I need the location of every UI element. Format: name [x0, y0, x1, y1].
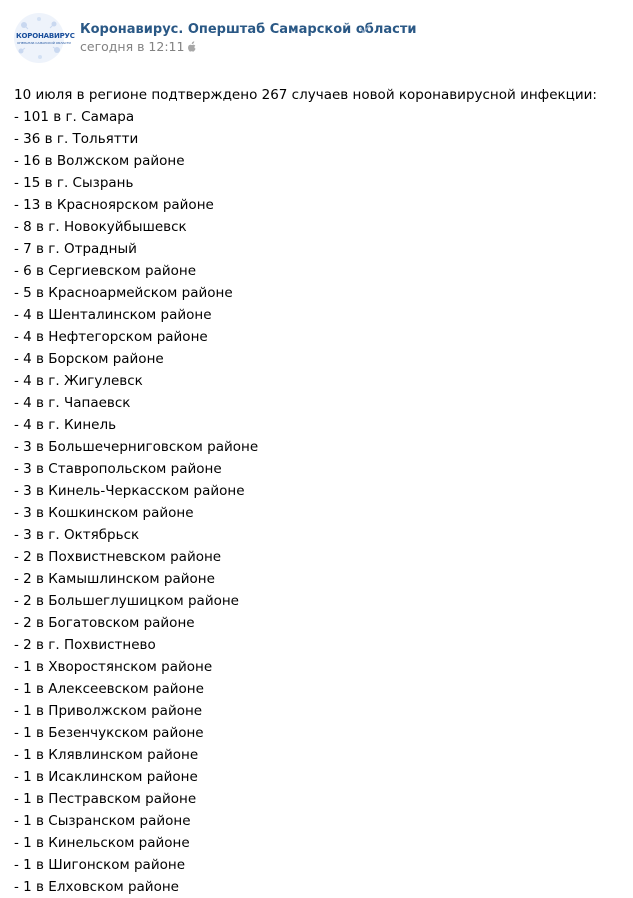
post-text [14, 84, 624, 898]
avatar-title: КОРОНАВИРУС [16, 32, 75, 40]
author-name-link[interactable]: Коронавирус. Оперштаб Самарской области [80, 22, 417, 37]
post-text-line: - 15 в г. Сызрань [14, 175, 134, 191]
author-avatar[interactable] [14, 13, 75, 63]
post-text-line: - 1 в Исаклинском районе [14, 769, 198, 785]
post-text-line: - 2 в Большеглушицком районе [14, 593, 239, 609]
post-text-line: - 3 в Ставропольском районе [14, 461, 222, 477]
post-text-line: - 2 в г. Похвистнево [14, 637, 156, 653]
post-text-line: - 1 в Пестравском районе [14, 791, 197, 807]
post-text-line: - 1 в Хворостянском районе [14, 659, 213, 675]
post-text-line: - 4 в г. Жигулевск [14, 373, 143, 389]
post-text-line: - 6 в Сергиевском районе [14, 263, 197, 279]
post-text-line: - 36 в г. Тольятти [14, 131, 139, 147]
post-text-line: - 4 в Шенталинском районе [14, 307, 212, 323]
post-header [14, 13, 614, 65]
post-text-line: - 1 в Приволжском районе [14, 703, 203, 719]
apple-icon [188, 41, 197, 52]
post-text-line: - 8 в г. Новокуйбышевск [14, 219, 187, 235]
post-text-line: - 16 в Волжском районе [14, 153, 185, 169]
post-text-line: - 2 в Богатовском районе [14, 615, 195, 631]
post-text-line: - 1 в Алексеевском районе [14, 681, 204, 697]
post-text-line: - 1 в Кинельском районе [14, 835, 190, 851]
post-text-line: - 3 в Большечерниговском районе [14, 439, 259, 455]
post-text-intro: 10 июля в регионе подтверждено 267 случаев новой коронавирусной инфекции: [14, 87, 597, 103]
post-text-line: - 3 в г. Октябрьск [14, 527, 140, 543]
post-text-line: - 1 в Клявлинском районе [14, 747, 199, 763]
post-text-line: - 4 в Нефтегорском районе [14, 329, 208, 345]
post-time-text: сегодня в 12:11 [80, 39, 185, 54]
post-text-line: - 2 в Камышлинском районе [14, 571, 215, 587]
post-text-line: - 101 в г. Самара [14, 109, 135, 125]
avatar-subtitle: ОПЕРШТАБ САМАРСКОЙ ОБЛАСТИ [17, 41, 71, 45]
verified-check-icon [359, 23, 371, 35]
post-time-link[interactable] [80, 39, 197, 55]
post-text-line: - 3 в Кинель-Черкасском районе [14, 483, 245, 499]
post-text-line: - 4 в Борском районе [14, 351, 164, 367]
post-text-line: - 2 в Похвистневском районе [14, 549, 222, 565]
post-text-line: - 1 в Шигонском районе [14, 857, 185, 873]
post-text-line: - 7 в г. Отрадный [14, 241, 137, 257]
post-text-line: - 3 в Кошкинском районе [14, 505, 194, 521]
post-text-line: - 1 в Безенчукском районе [14, 725, 204, 741]
post-text-line: - 5 в Красноармейском районе [14, 285, 233, 301]
post-text-line: - 4 в г. Чапаевск [14, 395, 131, 411]
post-text-line: - 4 в г. Кинель [14, 417, 117, 433]
post-text-line: - 1 в Сызранском районе [14, 813, 191, 829]
post-text-line: - 1 в Елховском районе [14, 879, 179, 895]
post-text-line: - 13 в Красноярском районе [14, 197, 214, 213]
